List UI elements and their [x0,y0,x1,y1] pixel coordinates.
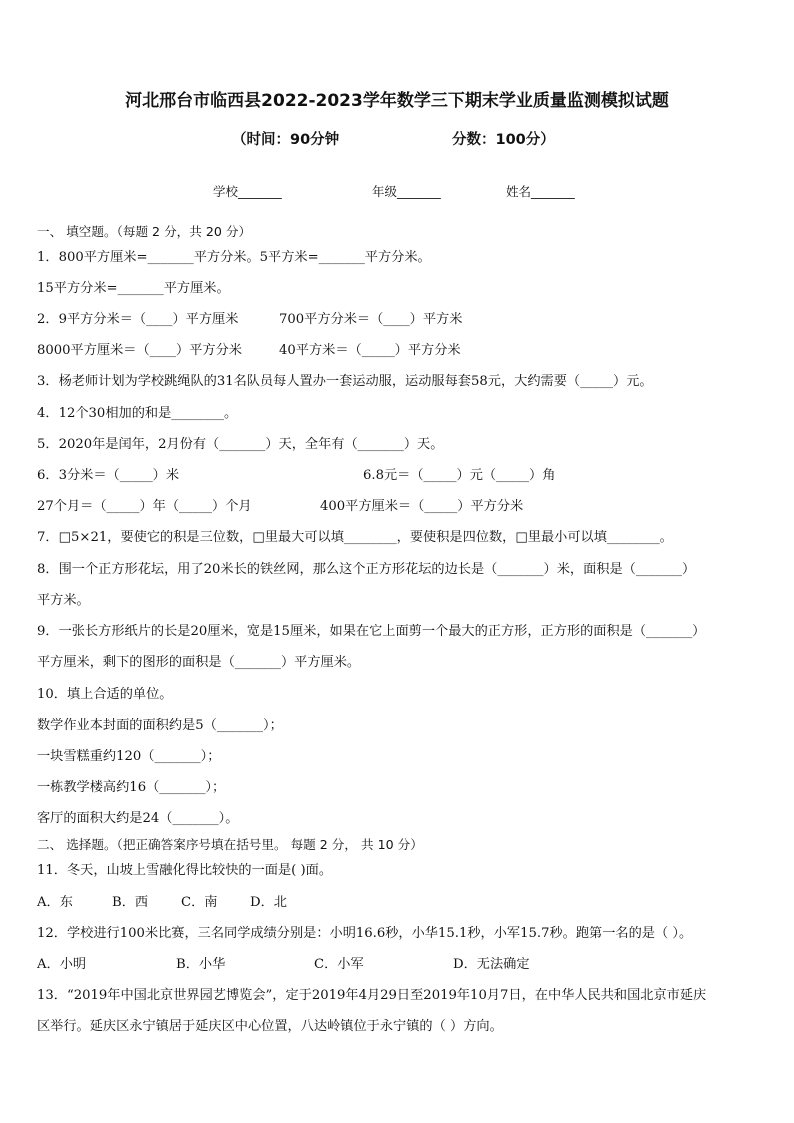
q10-item-3: 一栋教学楼高约16（_______）； [37,780,226,795]
q12: 12．学校进行100米比赛，三名同学成绩分别是：小明16.6秒，小华15.1秒，小军15.7秒。跑第一名的是（ ）。 [37,926,693,941]
q13-line-1: 13．“2019年中国北京世界园艺博览会”，定于2019年4月29日至2019年10月7日，在中华人民共和国北京市延庆 [37,988,707,1003]
q11: 11．冬天，山坡上雪融化得比较快的一面是( )面。 [37,863,333,878]
section-2-heading: 二、 选择题。（把正确答案序号填在括号里。 每题 2 分， 共 10 分） [37,837,423,852]
q13-line-2: 区举行。延庆区永宁镇居于延庆区中心位置，八达岭镇位于永宁镇的（ ）方向。 [37,1019,503,1034]
q2-item-2: 700平方分米＝（____）平方米 [279,312,463,327]
q4: 4．12个30相加的和是________。 [37,406,238,421]
school-field: 学校_______ [213,184,282,199]
q9-line-1: 9．一张长方形纸片的长是20厘米，宽是15厘米，如果在它上面剪一个最大的正方形，正方形的面积是（_______） [37,624,706,639]
q12-option-b: B．小华 [176,957,226,972]
q6-item-3: 27个月＝（_____）年（_____）个月 [37,499,252,514]
q2-item-3: 8000平方厘米＝（____）平方分米 [37,343,242,358]
q11-option-b: B．西 [112,895,149,910]
name-field: 姓名_______ [506,184,575,199]
q2-item-1: 2．9平方分米＝（____）平方厘米 [37,312,239,327]
q8-line-2: 平方米。 [37,593,90,608]
q7: 7．□5×21，要使它的积是三位数，□里最大可以填________，要使积是四位数，□里最小可以填________。 [37,530,673,545]
q1-line-2: 15平方分米=_______平方厘米。 [37,281,230,296]
q6-item-2: 6.8元＝（_____）元（_____）角 [363,468,556,483]
q6-item-4: 400平方厘米＝（_____）平方分米 [320,499,524,514]
q2-item-4: 40平方米＝（_____）平方分米 [279,343,461,358]
q11-option-c: C．南 [181,895,218,910]
q12-option-d: D．无法确定 [453,957,530,972]
q6-item-1: 6．3分米＝（_____）米 [37,468,180,483]
q11-option-a: A．东 [37,895,73,910]
q9-line-2: 平方厘米，剩下的图形的面积是（_______）平方厘米。 [37,655,361,670]
exam-title: 河北邢台市临西县2022-2023学年数学三下期末学业质量监测模拟试题 [125,91,669,111]
grade-field: 年级_______ [372,184,441,199]
q8-line-1: 8．围一个正方形花坛，用了20米长的铁丝网，那么这个正方形花坛的边长是（_______）米，面积是（_______） [37,562,696,577]
q11-option-d: D．北 [250,895,287,910]
q10-item-2: 一块雪糕重约120（_______）； [37,749,221,764]
q1-line-1: 1．800平方厘米=_______平方分米。5平方米=_______平方分米。 [37,250,431,265]
q12-option-a: A．小明 [37,957,87,972]
q10-item-1: 数学作业本封面的面积约是5（_______）； [37,718,283,733]
exam-score: 分数：100分） [452,132,555,148]
q3: 3．杨老师计划为学校跳绳队的31名队员每人置办一套运动服，运动服每套58元，大约需要（_____）元。 [37,374,653,389]
q12-option-c: C．小军 [314,957,364,972]
q10-prompt: 10．填上合适的单位。 [37,687,173,702]
q10-item-4: 客厅的面积大约是24（_______）。 [37,811,239,826]
exam-time: （时间：90分钟 [232,132,340,148]
section-1-heading: 一、 填空题。（每题 2 分，共 20 分） [37,224,252,239]
q5: 5．2020年是闰年，2月份有（_______）天，全年有（_______）天。 [37,437,444,452]
